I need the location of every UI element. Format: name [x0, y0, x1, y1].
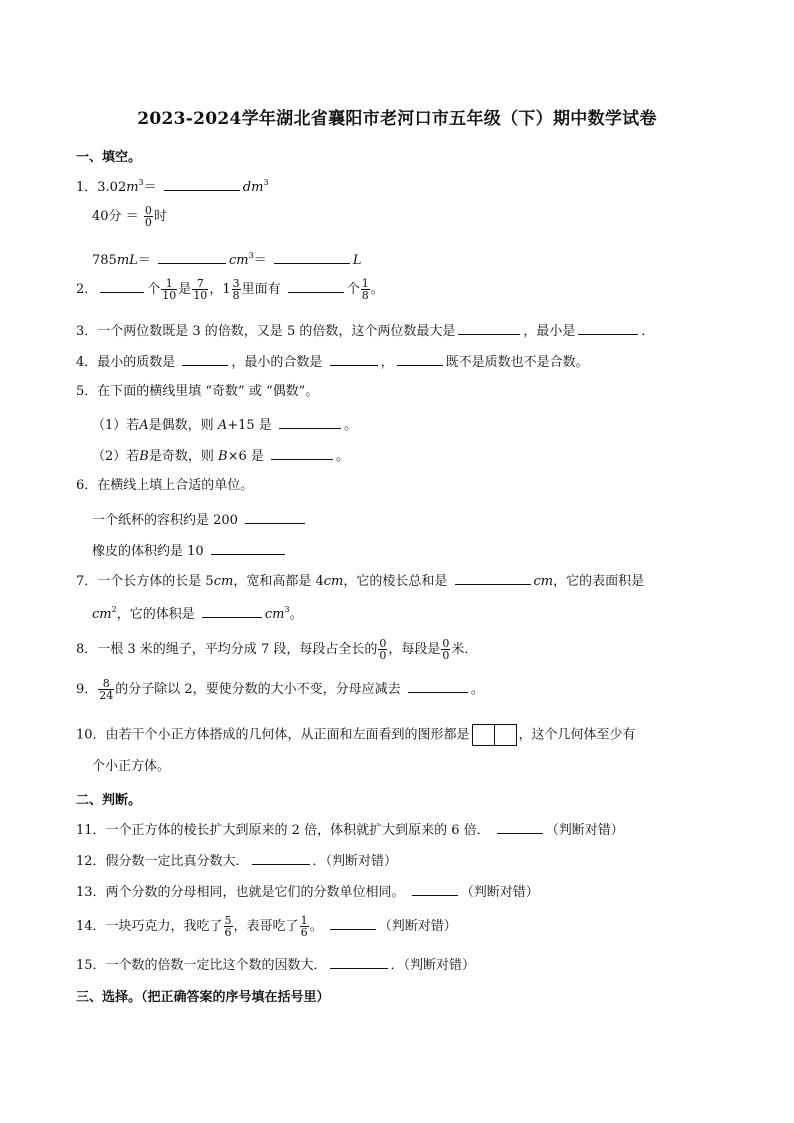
answer-blank[interactable]	[578, 320, 638, 335]
question-5-part-1: （1）若A是偶数，则 A+15 是 。	[92, 414, 357, 435]
section-true-false: 二、判断。	[76, 793, 142, 808]
question-1-a: 1．$3.02m^3= dm^3$	[76, 178, 269, 195]
answer-blank[interactable]	[164, 176, 240, 191]
question-10: 10．由若干个小正方体搭成的几何体，从正面和左面看到的图形都是 ，这个几何体至少有	[76, 724, 636, 746]
question-8: 8．一根 3 米的绳子，平均分成 7 段，每段占全长的 $\frac{0}{0}$ ，每段是 $\frac{0}{0}$ 米．	[76, 637, 478, 662]
question-10-cont: 个小正方体。	[92, 759, 171, 774]
answer-blank[interactable]	[202, 603, 262, 618]
question-4: 4．最小的质数是 ，最小的合数是 ， 既不是质数也不是合数。	[76, 351, 589, 372]
fraction: $\frac{0}{0}$	[442, 637, 450, 662]
question-13: 13．两个分数的分母相同，也就是它们的分数单位相同。 （判断对错）	[76, 881, 539, 902]
answer-blank[interactable]	[288, 278, 344, 293]
fraction: $\frac{8}{24}$	[99, 677, 114, 702]
question-11: 11．一个正方体的棱长扩大到原来的 2 倍，体积就扩大到原来的 6 倍． （判断对错）	[76, 819, 624, 840]
answer-blank[interactable]	[100, 278, 144, 293]
answer-blank[interactable]	[271, 445, 333, 460]
answer-blank[interactable]	[274, 249, 350, 264]
two-square-view-figure	[472, 724, 517, 746]
question-14: 14．一块巧克力，我吃了 $\frac{5}{6}$ ，表哥吃了 $\frac{1}{6}$ 。 （判断对错）	[76, 914, 457, 939]
answer-blank[interactable]	[458, 320, 520, 335]
question-9: 9． $\frac{8}{24}$ 的分子除以 2，要使分数的大小不变，分母应减去 。	[76, 677, 484, 702]
answer-blank[interactable]	[245, 509, 305, 524]
fraction: $\frac{5}{6}$	[224, 914, 232, 939]
fraction: $\frac{0}{0}$	[379, 637, 387, 662]
fraction: $\frac{3}{8}$	[232, 277, 240, 302]
answer-blank[interactable]	[279, 414, 341, 429]
answer-blank[interactable]	[455, 570, 531, 585]
page-title: 2023-2024学年湖北省襄阳市老河口市五年级（下）期中数学试卷	[137, 109, 657, 129]
question-7-cont: $cm^2$，它的体积是 $cm^3$。	[92, 605, 303, 622]
question-5-part-2: （2）若B是奇数，则 B×6 是 。	[92, 445, 349, 466]
question-3: 3．一个两位数既是 3 的倍数，又是 5 的倍数，这个两位数最大是 ，最小是 ．	[76, 320, 654, 341]
answer-blank[interactable]	[497, 819, 543, 834]
question-1-c: $785mL= cm^3= L$	[92, 251, 362, 268]
question-1-b: 40分 ＝ $\frac{0}{0}$ 时	[92, 204, 167, 229]
answer-blank[interactable]	[412, 881, 458, 896]
fraction: $\frac{1}{8}$	[361, 277, 369, 302]
question-12: 12．假分数一定比真分数大． ．（判断对错）	[76, 850, 397, 871]
answer-blank[interactable]	[158, 249, 226, 264]
question-15: 15．一个数的倍数一定比这个数的因数大． ．（判断对错）	[76, 954, 475, 975]
answer-blank[interactable]	[408, 678, 468, 693]
answer-blank[interactable]	[397, 351, 443, 366]
question-6-a: 一个纸杯的容积约是 200	[92, 509, 308, 530]
question-6-b: 橡皮的体积约是 10	[92, 540, 288, 561]
answer-blank[interactable]	[211, 540, 285, 555]
section-fill-in: 一、填空。	[76, 150, 142, 165]
answer-blank[interactable]	[252, 850, 310, 865]
section-multiple-choice: 三、选择。（把正确答案的序号填在括号里）	[76, 990, 330, 1005]
fraction: $\frac{0}{0}$	[144, 204, 152, 229]
fraction: $\frac{7}{10}$	[193, 277, 208, 302]
answer-blank[interactable]	[330, 954, 388, 969]
answer-blank[interactable]	[330, 915, 376, 930]
fraction: $\frac{1}{6}$	[300, 914, 308, 939]
question-5: 5．在下面的横线里填 “奇数” 或 “偶数”。	[76, 384, 319, 399]
answer-blank[interactable]	[182, 351, 228, 366]
question-2: 2． 个 $\frac{1}{10}$ 是 $\frac{7}{10}$ ，1 $\frac{3}{8}$ 里面有 个 $\frac{1}{8}$ 。	[76, 277, 384, 302]
question-7: 7．一个长方体的长是 5cm，宽和高都是 4cm，它的棱长总和是 cm，它的表面积是	[76, 570, 644, 591]
question-6: 6．在横线上填上合适的单位。	[76, 478, 254, 493]
fraction: $\frac{1}{10}$	[162, 277, 177, 302]
answer-blank[interactable]	[330, 351, 378, 366]
